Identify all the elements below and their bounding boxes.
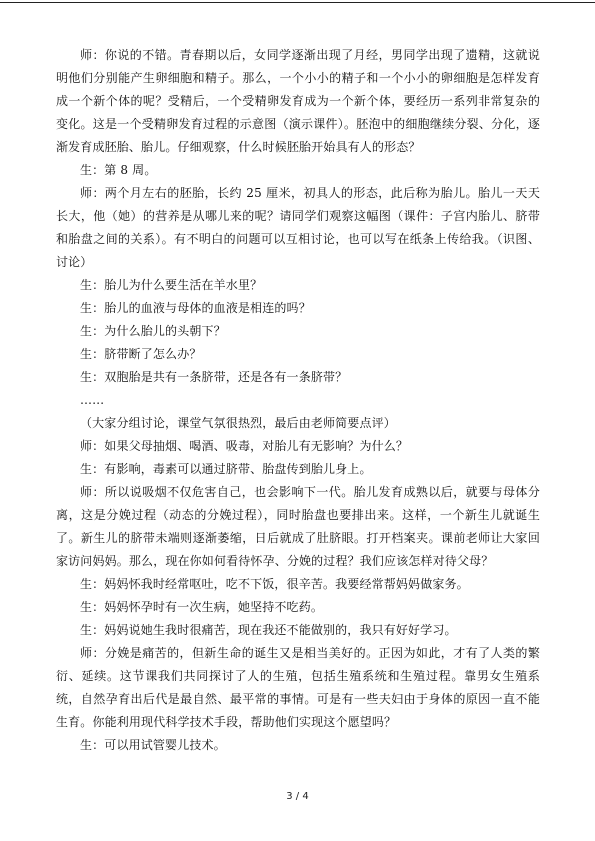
header-rule: [0, 2, 595, 3]
paragraph-student-answer-toxins: 生：有影响，毒素可以通过脐带、胎盘传到胎儿身上。: [80, 462, 372, 476]
paragraph-student-question: 生：为什么胎儿的头朝下？: [80, 324, 226, 338]
paragraph-student-response: 生：妈妈怀我时经常呕吐，吃不下饭，很辛苦。我要经常帮妈妈做家务。: [80, 577, 469, 591]
paragraph-student-response: 生：妈妈说她生我时很痛苦，现在我还不能做别的，我只有好好学习。: [80, 623, 457, 637]
paragraph-student-response: 生：妈妈怀孕时有一次生病，她坚持不吃药。: [80, 600, 324, 614]
paragraph-teacher-birth: 师：所以说吸烟不仅危害自己，也会影响下一代。胎儿发育成熟以后，就要与母体分离，这是分娩过程（动态的分娩过程），同时胎盘也要排出来。这样，一个新生儿就诞生了。新生儿的脐带未端则逐渐萎缩，日后就成了肚脐眼。打开档案夹。课前老师让大家回家访问妈妈。那么，现在你如何看待怀孕、分娩的过程？我们应该怎样对待父母？: [56, 485, 540, 568]
paragraph-student-answer-ivf: 生：可以用试管婴儿技术。: [80, 738, 226, 752]
paragraph-student-question: 生：胎儿为什么要生活在羊水里？: [80, 278, 263, 292]
paragraph-teacher-fetus-nutrition: 师：两个月左右的胚胎，长约 25 厘米，初具人的形态，此后称为胎儿。胎儿一天天长大，他（她）的营养是从哪儿来的呢？请同学们观察这幅图（课件：子宫内胎儿、脐带和胎盘之间的关系）。有不明白的问题可以互相讨论，也可以写在纸条上传给我。（识图、讨论）: [56, 186, 540, 269]
document-body: [56, 44, 540, 757]
paragraph-teacher-summary: 师：分娩是痛苦的，但新生命的诞生又是相当美好的。正因为如此，才有了人类的繁衍、延续。这节课我们共同探讨了人的生殖，包括生殖系统和生殖过程。靠男女生殖系统，自然孕育出后代是最自然、最平常的事情。可是有一些夫妇由于身体的原因一直不能生育。你能利用现代科学技术手段，帮助他们实现这个愿望吗？: [56, 646, 540, 729]
paragraph-student-question: 生：双胞胎是共有一条脐带，还是各有一条脐带？: [80, 370, 348, 384]
paragraph-discussion-note: （大家分组讨论，课堂气氛很热烈，最后由老师简要点评）: [80, 416, 396, 430]
paragraph-student-question: 生：脐带断了怎么办？: [80, 347, 202, 361]
paragraph-teacher-intro: 师：你说的不错。青春期以后，女同学逐渐出现了月经，男同学出现了遗精，这就说明他们分别能产生卵细胞和精子。那么，一个小小的精子和一个小小的卵细胞是怎样发育成一个新个体的呢？受精后，一个受精卵发育成为一个新个体，要经历一系列非常复杂的变化。这是一个受精卵发育过程的示意图（演示课件）。胚泡中的细胞继续分裂、分化，逐渐发育成胚胎、胎儿。仔细观察，什么时候胚胎开始具有人的形态？: [56, 48, 540, 154]
paragraph-ellipsis: ……: [80, 393, 105, 407]
paragraph-student-answer-week: 生：第 8 周。: [80, 163, 157, 177]
paragraph-student-question: 生：胎儿的血液与母体的血液是相连的吗？: [80, 301, 311, 315]
paragraph-teacher-question-smoking: 师：如果父母抽烟、喝酒、吸毒，对胎儿有无影响？为什么？: [80, 439, 409, 453]
page-number: 3 / 4: [286, 791, 309, 802]
